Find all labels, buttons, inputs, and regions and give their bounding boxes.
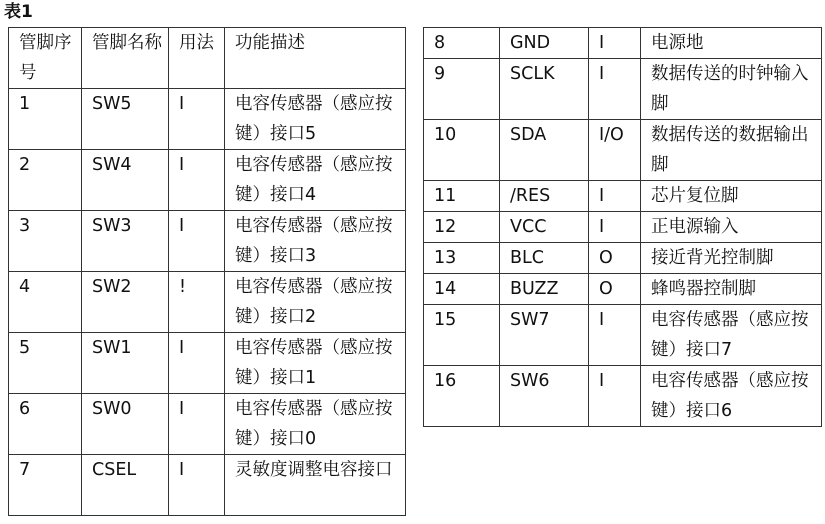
pin-name: GND — [500, 28, 589, 59]
pin-usage: I — [589, 305, 641, 366]
pin-usage: I/O — [589, 120, 641, 181]
pin-number: 15 — [424, 305, 500, 366]
table-row — [424, 59, 822, 120]
pin-usage: O — [589, 243, 641, 274]
pin-name: CSEL — [82, 455, 169, 516]
pin-usage: I — [169, 89, 225, 150]
pin-number: 4 — [9, 272, 82, 333]
header-usage: 用法 — [169, 28, 225, 89]
pin-name: SCLK — [500, 59, 589, 120]
pin-function: 电容传感器（感应按键）接口1 — [225, 333, 406, 394]
pin-usage: I — [169, 455, 225, 516]
pin-function: 灵敏度调整电容接口 — [225, 455, 406, 516]
table-row — [424, 181, 822, 212]
pin-function: 数据传送的数据输出脚 — [641, 120, 822, 181]
pin-name: SW6 — [500, 366, 589, 427]
pin-function: 电容传感器（感应按键）接口0 — [225, 394, 406, 455]
pin-usage: ! — [169, 272, 225, 333]
pin-name: SDA — [500, 120, 589, 181]
pin-usage: I — [589, 366, 641, 427]
pin-function: 电源地 — [641, 28, 822, 59]
pin-usage: O — [589, 274, 641, 305]
pin-function: 蜂鸣器控制脚 — [641, 274, 822, 305]
pin-function: 数据传送的时钟输入脚 — [641, 59, 822, 120]
pin-number: 1 — [9, 89, 82, 150]
pin-number: 7 — [9, 455, 82, 516]
pin-name: SW3 — [82, 211, 169, 272]
table-row — [424, 366, 822, 427]
pin-number: 8 — [424, 28, 500, 59]
pin-function: 电容传感器（感应按键）接口3 — [225, 211, 406, 272]
pin-usage: I — [169, 150, 225, 211]
pin-function: 电容传感器（感应按键）接口7 — [641, 305, 822, 366]
pin-number: 14 — [424, 274, 500, 305]
pin-function: 正电源输入 — [641, 212, 822, 243]
pin-function: 接近背光控制脚 — [641, 243, 822, 274]
pin-usage: I — [589, 28, 641, 59]
pin-number: 12 — [424, 212, 500, 243]
pin-number: 16 — [424, 366, 500, 427]
table-row — [424, 28, 822, 59]
table-row — [424, 305, 822, 366]
pin-name: SW0 — [82, 394, 169, 455]
table-row — [424, 120, 822, 181]
pin-function: 电容传感器（感应按键）接口2 — [225, 272, 406, 333]
table-row — [9, 272, 406, 333]
pin-function: 电容传感器（感应按键）接口5 — [225, 89, 406, 150]
pin-table-right — [423, 27, 822, 427]
pin-table-left — [8, 27, 406, 516]
pin-name: BUZZ — [500, 274, 589, 305]
pin-usage: I — [589, 181, 641, 212]
table-caption: 表1 — [4, 2, 33, 22]
pin-usage: I — [169, 211, 225, 272]
pin-function: 电容传感器（感应按键）接口6 — [641, 366, 822, 427]
header-pin-name: 管脚名称 — [82, 28, 169, 89]
header-function: 功能描述 — [225, 28, 406, 89]
table-row — [424, 243, 822, 274]
pin-number: 5 — [9, 333, 82, 394]
pin-usage: I — [169, 394, 225, 455]
header-pin-number: 管脚序号 — [9, 28, 82, 89]
pin-function: 电容传感器（感应按键）接口4 — [225, 150, 406, 211]
table-row — [9, 394, 406, 455]
pin-usage: I — [589, 59, 641, 120]
pin-number: 13 — [424, 243, 500, 274]
table-row — [9, 89, 406, 150]
pin-name: VCC — [500, 212, 589, 243]
pin-number: 6 — [9, 394, 82, 455]
pin-function: 芯片复位脚 — [641, 181, 822, 212]
table-row — [9, 150, 406, 211]
pin-number: 2 — [9, 150, 82, 211]
table-row — [9, 211, 406, 272]
pin-usage: I — [589, 212, 641, 243]
pin-number: 11 — [424, 181, 500, 212]
pin-number: 10 — [424, 120, 500, 181]
table-row — [424, 274, 822, 305]
pin-number: 3 — [9, 211, 82, 272]
pin-name: SW1 — [82, 333, 169, 394]
pin-name: SW7 — [500, 305, 589, 366]
pin-usage: I — [169, 333, 225, 394]
table-row — [9, 455, 406, 516]
table-row — [424, 212, 822, 243]
pin-name: SW2 — [82, 272, 169, 333]
pin-name: /RES — [500, 181, 589, 212]
pin-name: SW4 — [82, 150, 169, 211]
pin-name: BLC — [500, 243, 589, 274]
pin-number: 9 — [424, 59, 500, 120]
table-row — [9, 333, 406, 394]
table-header-row — [9, 28, 406, 89]
pin-name: SW5 — [82, 89, 169, 150]
